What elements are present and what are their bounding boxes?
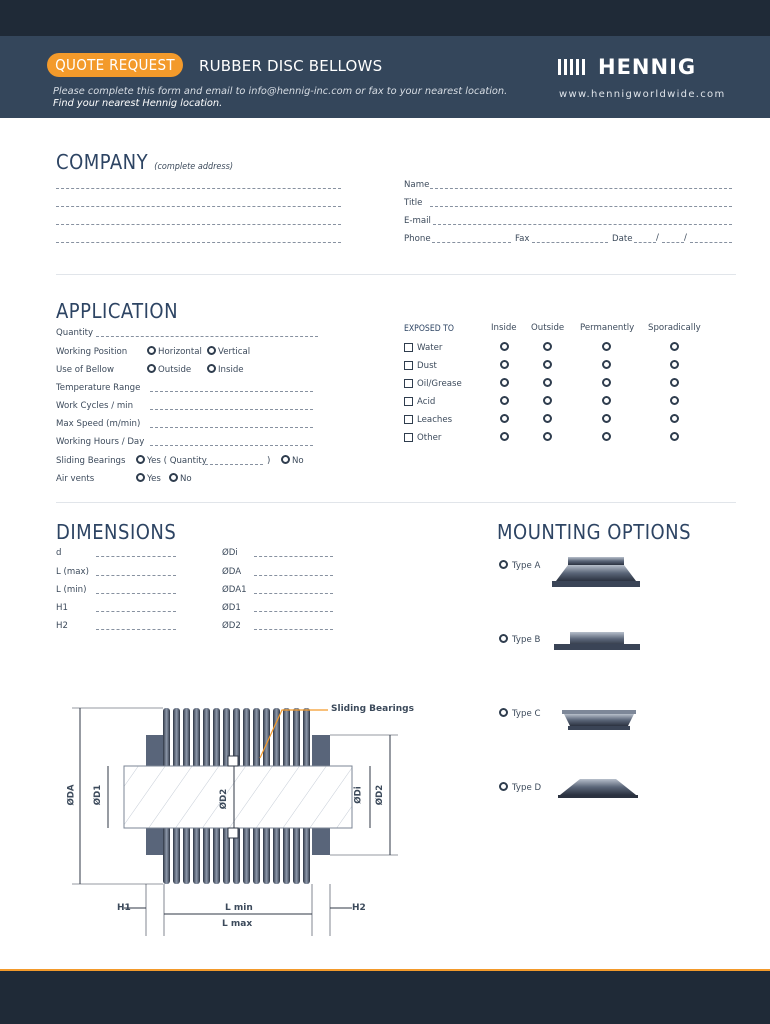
dim-field-h1[interactable] [96, 611, 176, 612]
company-title: COMPANY [56, 150, 149, 174]
radio-dust-sporadically[interactable] [670, 360, 679, 369]
radio-water-permanently[interactable] [602, 342, 611, 351]
drawing-label-d2-right: ØD2 [375, 784, 386, 806]
address-line-4[interactable] [56, 242, 341, 243]
dim-field-da1[interactable] [254, 593, 333, 594]
drawing-label-lmin: L min [225, 903, 253, 913]
exposure-label: Leaches [417, 415, 453, 425]
exposure-label: Acid [417, 397, 436, 407]
radio-oil-permanently[interactable] [602, 378, 611, 387]
col-outside: Outside [531, 323, 565, 333]
find-location-link[interactable]: Find your nearest Hennig location. [53, 98, 223, 109]
type-c-bellow-image [556, 708, 640, 736]
exposure-label: Other [417, 433, 442, 443]
vertical-label: Vertical [218, 347, 251, 357]
title-field[interactable] [430, 206, 732, 207]
type-a-label: Type A [512, 561, 541, 571]
instruction-text: Please complete this form and email to info@hennig-inc.com or fax to your nearest location. [53, 86, 508, 97]
radio-type-d[interactable] [499, 782, 508, 791]
date-separator: / [656, 233, 659, 243]
dim-field-lmax[interactable] [96, 575, 176, 576]
company-subtitle: (complete address) [154, 162, 234, 172]
dim-field-h2[interactable] [96, 629, 176, 630]
radio-acid-sporadically[interactable] [670, 396, 679, 405]
email-label: E-mail [404, 216, 431, 226]
radio-leaches-sporadically[interactable] [670, 414, 679, 423]
dim-label-da: ØDA [222, 567, 242, 577]
exposure-label: Water [417, 343, 443, 353]
radio-type-c[interactable] [499, 708, 508, 717]
product-title: RUBBER DISC BELLOWS [199, 57, 383, 75]
drawing-label-h2: H2 [352, 903, 366, 913]
name-field[interactable] [430, 188, 732, 189]
checkbox-other[interactable] [404, 433, 413, 442]
dim-field-di[interactable] [254, 556, 333, 557]
radio-other-inside[interactable] [500, 432, 509, 441]
date-separator: / [684, 233, 687, 243]
radio-dust-outside[interactable] [543, 360, 552, 369]
website-link[interactable]: www.hennigworldwide.com [559, 89, 726, 100]
mounting-heading: MOUNTING OPTIONS [497, 520, 692, 544]
name-label: Name [404, 180, 430, 190]
radio-other-sporadically[interactable] [670, 432, 679, 441]
working-hours-label: Working Hours / Day [56, 437, 145, 447]
address-line-1[interactable] [56, 188, 341, 189]
drawing-label-h1: H1 [117, 903, 131, 913]
dim-label-lmin: L (min) [56, 585, 87, 595]
radio-other-permanently[interactable] [602, 432, 611, 441]
radio-oil-inside[interactable] [500, 378, 509, 387]
phone-field[interactable] [432, 242, 511, 243]
drawing-label-d1: ØD1 [93, 784, 104, 806]
fax-label: Fax [515, 234, 530, 244]
radio-inside[interactable] [207, 364, 216, 373]
max-speed-label: Max Speed (m/min) [56, 419, 141, 429]
col-inside: Inside [491, 323, 517, 333]
checkbox-acid[interactable] [404, 397, 413, 406]
working-position-label: Working Position [56, 347, 128, 357]
address-line-2[interactable] [56, 206, 341, 207]
radio-oil-outside[interactable] [543, 378, 552, 387]
hennig-logo-text: HENNIG [598, 55, 697, 79]
working-hours-field[interactable] [150, 445, 313, 446]
sliding-bearings-label: Sliding Bearings [56, 456, 126, 466]
radio-water-sporadically[interactable] [670, 342, 679, 351]
dim-label-lmax: L (max) [56, 567, 89, 577]
date-month-field[interactable] [662, 242, 684, 243]
exposed-to-heading: EXPOSED TO [404, 324, 454, 334]
radio-acid-inside[interactable] [500, 396, 509, 405]
air-vents-label: Air vents [56, 474, 95, 484]
quote-request-pill: QUOTE REQUEST [47, 53, 183, 77]
fax-field[interactable] [532, 242, 608, 243]
radio-airvents-no[interactable] [169, 473, 178, 482]
radio-dust-permanently[interactable] [602, 360, 611, 369]
exposure-label: Dust [417, 361, 437, 371]
type-a-bellow-image [552, 555, 642, 595]
radio-leaches-inside[interactable] [500, 414, 509, 423]
airvents-no-label: No [180, 474, 192, 484]
type-d-bellow-image [556, 777, 640, 801]
top-bar [0, 0, 770, 36]
address-line-3[interactable] [56, 224, 341, 225]
radio-vertical[interactable] [207, 346, 216, 355]
radio-horizontal[interactable] [147, 346, 156, 355]
dim-field-da[interactable] [254, 575, 333, 576]
checkbox-dust[interactable] [404, 361, 413, 370]
application-heading: APPLICATION [56, 299, 179, 323]
dim-label-d1: ØD1 [222, 603, 241, 613]
radio-dust-inside[interactable] [500, 360, 509, 369]
max-speed-field[interactable] [150, 427, 313, 428]
radio-leaches-permanently[interactable] [602, 414, 611, 423]
email-field[interactable] [433, 224, 732, 225]
radio-water-outside[interactable] [543, 342, 552, 351]
radio-acid-outside[interactable] [543, 396, 552, 405]
work-cycles-label: Work Cycles / min [56, 401, 134, 411]
date-label: Date [612, 234, 633, 244]
radio-acid-permanently[interactable] [602, 396, 611, 405]
radio-sliding-yes[interactable] [136, 455, 145, 464]
temperature-range-field[interactable] [150, 391, 313, 392]
quantity-field[interactable] [96, 336, 318, 337]
date-day-field[interactable] [634, 242, 656, 243]
airvents-yes-label: Yes [147, 474, 161, 484]
sliding-no-label: No [292, 456, 304, 466]
section-divider [56, 274, 736, 275]
work-cycles-field[interactable] [150, 409, 313, 410]
drawing-label-lmax: L max [222, 919, 253, 929]
horizontal-label: Horizontal [158, 347, 202, 357]
radio-sliding-no[interactable] [281, 455, 290, 464]
dim-field-d1[interactable] [254, 611, 333, 612]
company-heading [56, 150, 233, 174]
radio-other-outside[interactable] [543, 432, 552, 441]
phone-label: Phone [404, 234, 431, 244]
sliding-bearings-callout: Sliding Bearings [331, 704, 414, 714]
close-paren: ) [267, 456, 271, 466]
radio-airvents-yes[interactable] [136, 473, 145, 482]
dim-label-h1: H1 [56, 603, 68, 613]
type-d-label: Type D [512, 783, 542, 793]
date-year-field[interactable] [690, 242, 732, 243]
checkbox-leaches[interactable] [404, 415, 413, 424]
drawing-label-di: ØDi [353, 786, 364, 804]
dim-label-da1: ØDA1 [222, 585, 247, 595]
title-label: Title [404, 198, 423, 208]
outside-label: Outside [158, 365, 192, 375]
radio-water-inside[interactable] [500, 342, 509, 351]
radio-leaches-outside[interactable] [543, 414, 552, 423]
dim-label-d2: ØD2 [222, 621, 241, 631]
drawing-label-d2-left: ØD2 [219, 788, 230, 810]
dim-label-d: d [56, 548, 62, 558]
exposure-label: Oil/Grease [417, 379, 462, 389]
radio-oil-sporadically[interactable] [670, 378, 679, 387]
checkbox-oil-grease[interactable] [404, 379, 413, 388]
dim-label-h2: H2 [56, 621, 68, 631]
dim-field-d[interactable] [96, 556, 176, 557]
drawing-label-da: ØDA [66, 784, 77, 806]
sliding-quantity-field[interactable] [205, 464, 263, 465]
hennig-logo-icon [558, 59, 585, 75]
sliding-yes-label: Yes ( Quantity [147, 456, 207, 466]
radio-outside[interactable] [147, 364, 156, 373]
radio-type-b[interactable] [499, 634, 508, 643]
type-c-label: Type C [512, 709, 541, 719]
quantity-label: Quantity [56, 328, 94, 338]
section-divider [56, 502, 736, 503]
checkbox-water[interactable] [404, 343, 413, 352]
col-permanently: Permanently [580, 323, 635, 333]
dim-label-di: ØDi [222, 548, 238, 558]
type-b-label: Type B [512, 635, 541, 645]
dim-field-d2[interactable] [254, 629, 333, 630]
col-sporadically: Sporadically [648, 323, 701, 333]
radio-type-a[interactable] [499, 560, 508, 569]
dimensions-heading: DIMENSIONS [56, 520, 177, 544]
inside-label: Inside [218, 365, 244, 375]
dim-field-lmin[interactable] [96, 593, 176, 594]
temperature-range-label: Temperature Range [56, 383, 141, 393]
footer-bar [0, 969, 770, 1024]
type-b-bellow-image [552, 628, 642, 656]
use-of-bellow-label: Use of Bellow [56, 365, 115, 375]
